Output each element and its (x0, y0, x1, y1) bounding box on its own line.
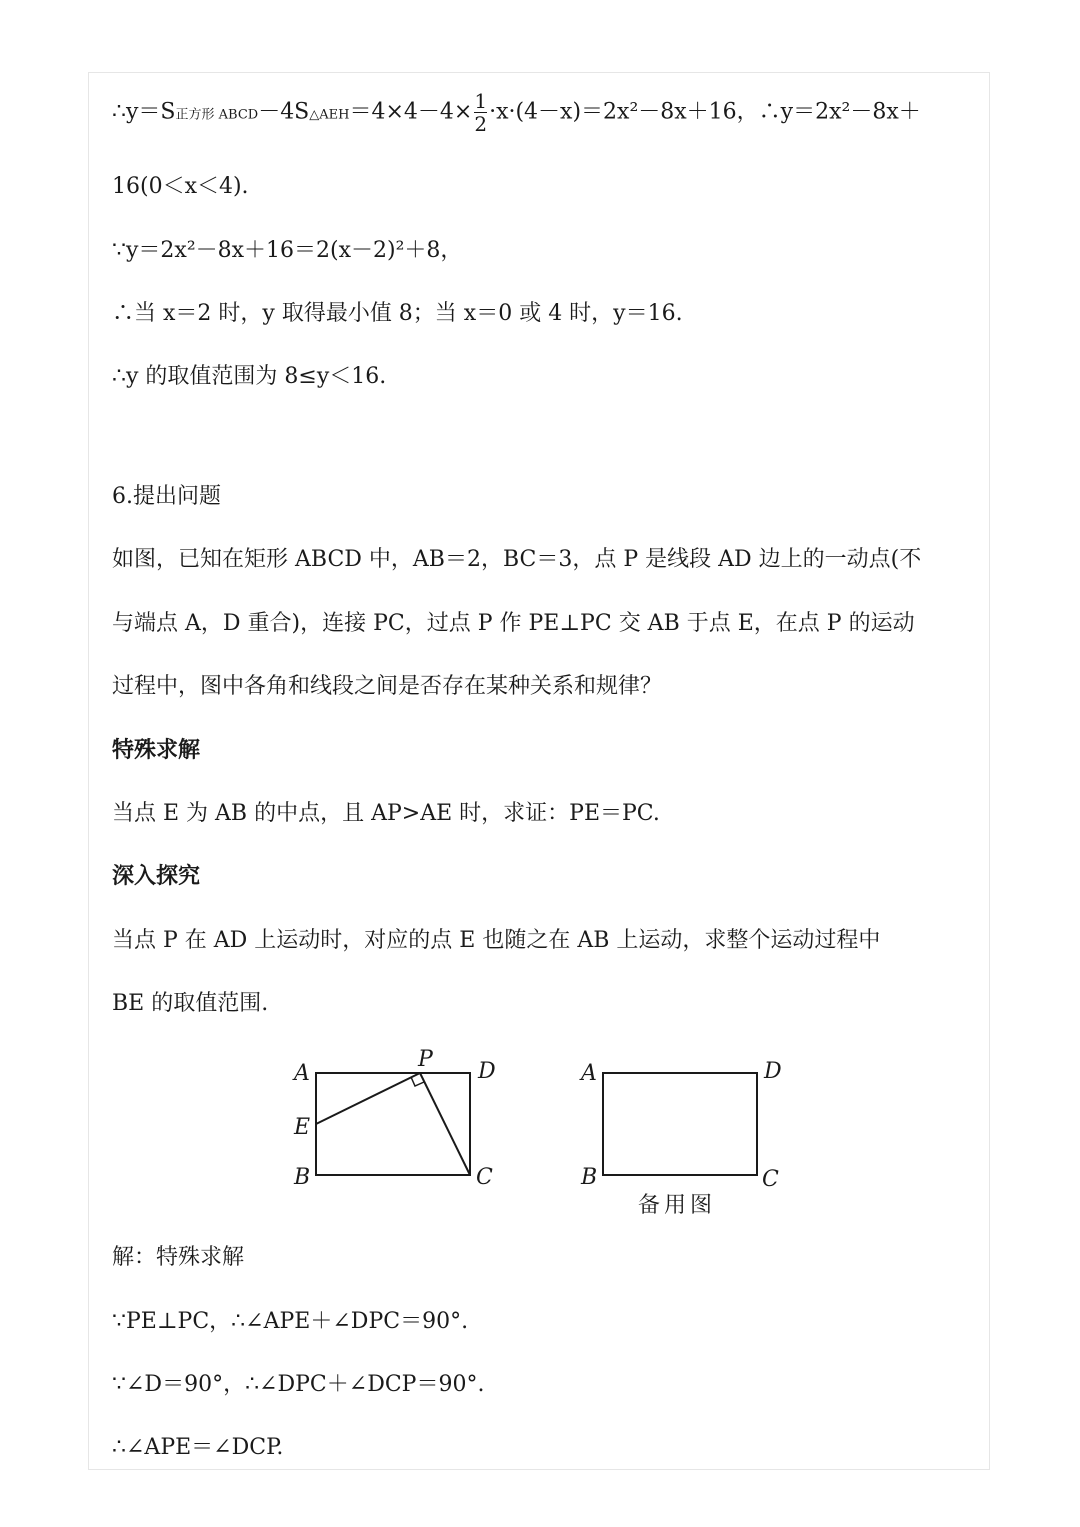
solution-prev-line-1: ∴y＝S正方形 ABCD－4S△AEH＝4×4－4× $\frac{1}{2}$ ·x·(4－x)＝2x²－8x＋16，∴y＝2x²－8x＋ (112, 89, 921, 136)
solution-line-3: ∴∠APE＝∠DCP. (112, 1435, 284, 1460)
special-text: 当点 E 为 AB 的中点，且 AP>AE 时，求证：PE＝PC. (112, 801, 660, 826)
label-d: D (478, 1059, 496, 1084)
rectangle-abcd-spare (603, 1073, 757, 1175)
deep-text-1: 当点 P 在 AD 上运动时，对应的点 E 也随之在 AB 上运动，求整个运动过程中 (112, 928, 881, 953)
problem-title: 6.提出问题 (112, 484, 221, 509)
problem-text-2: 与端点 A，D 重合)，连接 PC，过点 P 作 PE⊥PC 交 AB 于点 E，在点 P 的运动 (112, 611, 915, 636)
label-d: D (764, 1059, 782, 1084)
segment-pc (420, 1073, 470, 1175)
label-e: E (294, 1115, 311, 1140)
figure-rectangle-with-triangle (280, 1040, 520, 1200)
label-b: B (581, 1165, 598, 1190)
solution-prev-line-2: 16(0＜x＜4). (112, 174, 249, 199)
label-a: A (581, 1061, 597, 1086)
problem-text-3: 过程中，图中各角和线段之间是否存在某种关系和规律？ (112, 674, 663, 699)
deep-text-2: BE 的取值范围. (112, 991, 269, 1016)
solution-prev-line-4: ∴当 x＝2 时，y 取得最小值 8；当 x＝0 或 4 时，y＝16. (112, 301, 683, 326)
label-c: C (476, 1165, 493, 1190)
solution-prev-line-5: ∴y 的取值范围为 8≤y＜16. (112, 364, 387, 389)
deep-heading: 深入探究 (112, 864, 201, 889)
label-p: P (418, 1047, 433, 1072)
segment-pe (316, 1073, 420, 1124)
special-heading: 特殊求解 (112, 738, 201, 763)
solution-prev-line-3: ∵y＝2x²－8x＋16＝2(x－2)²＋8， (112, 238, 463, 263)
rectangle-abcd (316, 1073, 470, 1175)
figure-spare-rectangle (570, 1040, 810, 1230)
label-a: A (294, 1061, 310, 1086)
solution-heading: 解：特殊求解 (112, 1245, 245, 1270)
problem-text-1: 如图，已知在矩形 ABCD 中，AB＝2，BC＝3，点 P 是线段 AD 边上的一动点(不 (112, 547, 922, 572)
fraction-one-half: $\frac{1}{2}$ (474, 89, 488, 136)
solution-line-2: ∵∠D＝90°，∴∠DPC＋∠DCP＝90°. (112, 1372, 485, 1397)
solution-line-1: ∵PE⊥PC，∴∠APE＋∠DPC＝90°. (112, 1309, 469, 1334)
figure-caption: 备用图 (638, 1193, 717, 1218)
label-c: C (762, 1167, 779, 1192)
label-b: B (294, 1165, 311, 1190)
